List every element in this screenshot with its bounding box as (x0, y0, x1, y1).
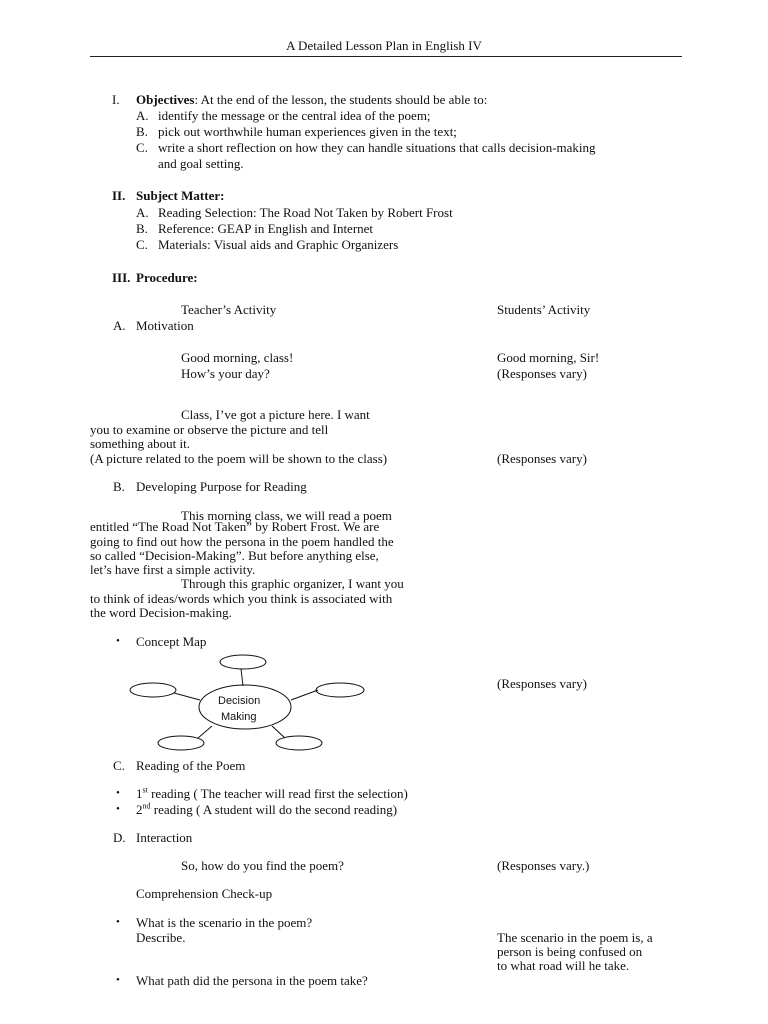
subject-c-text: Materials: Visual aids and Graphic Organizers (158, 237, 399, 252)
concept-node-right (316, 683, 364, 697)
subject-c-letter: C. (136, 237, 148, 252)
motivation-letter: A. (113, 318, 126, 333)
reading-title: Reading of the Poem (136, 758, 246, 773)
second-reading-number: 2 (136, 802, 143, 817)
procedure-number: III. (112, 270, 131, 285)
question-2: What path did the persona in the poem take? (136, 973, 368, 988)
purpose-title: Developing Purpose for Reading (136, 479, 307, 494)
second-reading-text: reading ( A student will do the second reading) (150, 802, 398, 817)
interaction-letter: D. (113, 830, 126, 845)
interaction-title: Interaction (136, 830, 193, 845)
student-response-picture: (Responses vary) (497, 451, 587, 466)
first-reading-suffix: st (142, 785, 148, 795)
second-reading-bullet: • (116, 803, 120, 815)
purpose-line-7: to think of ideas/words which you think is associated with (90, 591, 393, 606)
objective-b-letter: B. (136, 124, 148, 139)
student-greeting: Good morning, Sir! (497, 350, 600, 365)
procedure-title: Procedure: (136, 270, 198, 285)
objective-c-text: write a short reflection on how they can handle situations that calls decision-making (158, 140, 596, 155)
purpose-line-3: going to find out how the persona in the poem handled the (90, 534, 394, 549)
objective-c-continued: and goal setting. (158, 156, 244, 171)
objectives-number: I. (112, 92, 120, 107)
student-activity-header: Students’ Activity (497, 302, 591, 317)
question-1-line-2: Describe. (136, 930, 186, 945)
student-response-concept-map: (Responses vary) (497, 676, 587, 691)
subject-a-text: Reading Selection: The Road Not Taken by Robert Frost (158, 205, 453, 220)
purpose-line-8: the word Decision-making. (90, 605, 232, 620)
motivation-paragraph-line-3: something about it. (90, 436, 191, 451)
connector-right (291, 690, 318, 700)
teacher-question: How’s your day? (181, 366, 270, 381)
answer-1-line-2: person is being confused on (497, 944, 643, 959)
question-2-bullet: • (116, 974, 120, 986)
first-reading-text: reading ( The teacher will read first the selection) (147, 786, 408, 801)
concept-node-bottom-right (276, 736, 322, 750)
purpose-line-1: This morning class, we will read a poem (181, 508, 392, 523)
document-title: A Detailed Lesson Plan in English IV (286, 38, 482, 53)
connector-bottom-right (272, 726, 285, 738)
subject-number: II. (112, 188, 126, 203)
question-1-bullet: • (116, 916, 120, 928)
subject-a-letter: A. (136, 205, 149, 220)
student-response: (Responses vary) (497, 366, 587, 381)
connector-top (241, 669, 243, 686)
subject-b-letter: B. (136, 221, 148, 236)
motivation-title: Motivation (136, 318, 194, 333)
concept-node-top (220, 655, 266, 669)
motivation-paragraph-line-4: (A picture related to the poem will be shown to the class) (90, 451, 388, 466)
answer-1-line-3: to what road will he take. (497, 958, 630, 973)
concept-map-label: Concept Map (136, 634, 207, 649)
first-reading-number: 1 (136, 786, 143, 801)
objective-c-letter: C. (136, 140, 148, 155)
concept-node-left (130, 683, 176, 697)
connector-left (174, 693, 200, 700)
concept-node-bottom-left (158, 736, 204, 750)
first-reading (136, 786, 408, 801)
teacher-greeting: Good morning, class! (181, 350, 294, 365)
purpose-line-5: let’s have first a simple activity. (90, 562, 256, 577)
objectives-title: Objectives (136, 92, 195, 107)
objective-b-text: pick out worthwhile human experiences given in the text; (158, 124, 457, 139)
purpose-letter: B. (113, 479, 125, 494)
subject-b-text: Reference: GEAP in English and Internet (158, 221, 374, 236)
interaction-student-response: (Responses vary.) (497, 858, 590, 873)
teacher-activity-header: Teacher’s Activity (181, 302, 277, 317)
purpose-line-6: Through this graphic organizer, I want you (181, 576, 404, 591)
purpose-line-4: so called “Decision-Making”. But before anything else, (90, 548, 379, 563)
interaction-teacher-question: So, how do you find the poem? (181, 858, 344, 873)
reading-letter: C. (113, 758, 125, 773)
subject-title: Subject Matter: (136, 188, 225, 203)
concept-map-bullet: • (116, 635, 120, 647)
purpose-line-2: entitled “The Road Not Taken” by Robert Frost. We are (90, 519, 380, 534)
objective-a-letter: A. (136, 108, 149, 123)
motivation-paragraph-line-2: you to examine or observe the picture and tell (90, 422, 329, 437)
second-reading-suffix: nd (142, 801, 151, 811)
second-reading (136, 802, 397, 817)
objective-a-text: identify the message or the central idea of the poem; (158, 108, 431, 123)
answer-1-line-1: The scenario in the poem is, a (497, 930, 653, 945)
first-reading-bullet: • (116, 787, 120, 799)
connector-bottom-left (198, 726, 212, 738)
concept-center-label-line-2: Making (221, 711, 257, 723)
objectives-intro: : At the end of the lesson, the students should be able to: (194, 92, 488, 107)
question-1-line-1: What is the scenario in the poem? (136, 915, 313, 930)
comprehension-checkup: Comprehension Check-up (136, 886, 273, 901)
concept-center-label-line-1: Decision (218, 695, 261, 707)
motivation-paragraph-line-1: Class, I’ve got a picture here. I want (181, 407, 370, 422)
